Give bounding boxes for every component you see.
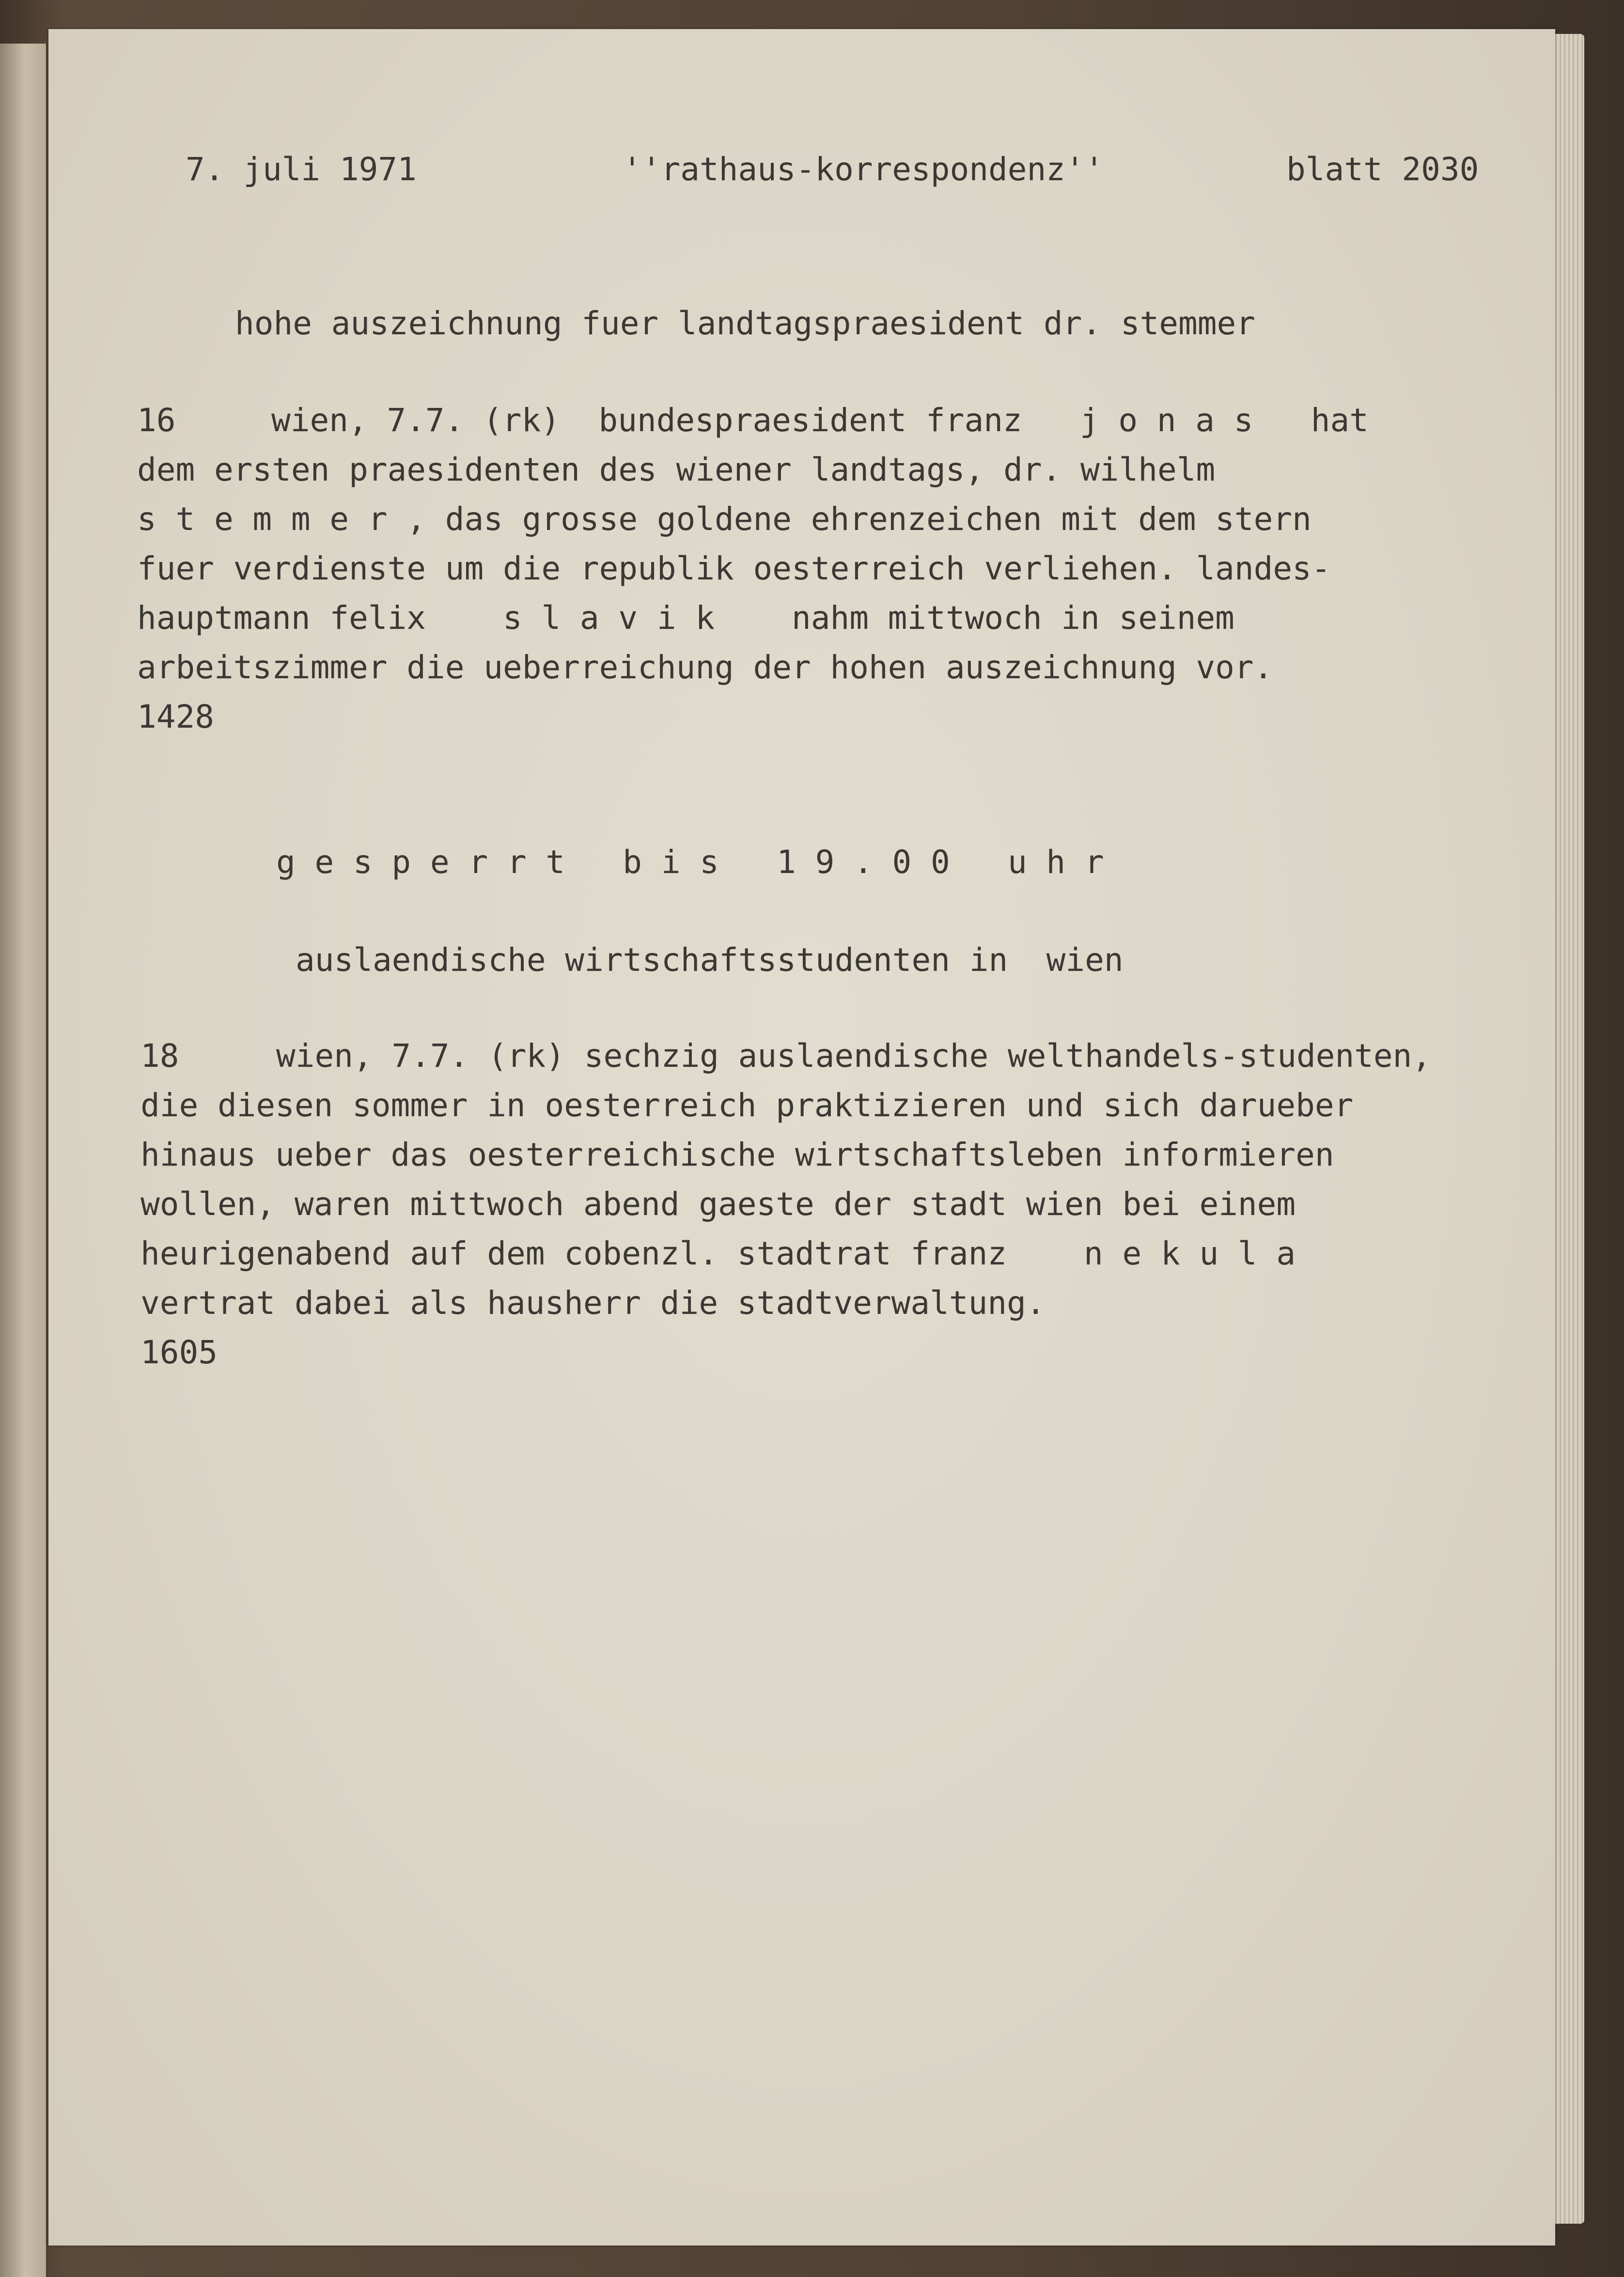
article1-number: 16 [137, 402, 176, 439]
article1-line-3: s t e m m e r , das grosse goldene ehrenzeichen mit dem stern [137, 500, 1312, 538]
embargo-notice: g e s p e r r t b i s 1 9 . 0 0 u h r [276, 843, 1104, 881]
article1-line-6: arbeitszimmer die ueberreichung der hohen auszeichnung vor. [137, 649, 1273, 686]
article1-line-2: dem ersten praesidenten des wiener landtags, dr. wilhelm [137, 451, 1216, 488]
article2-line-3: hinaus ueber das oesterreichische wirtschaftsleben informieren [141, 1136, 1334, 1173]
article2-line-2: die diesen sommer in oesterreich praktizieren und sich darueber [141, 1087, 1354, 1124]
article2-line-4: wollen, waren mittwoch abend gaeste der stadt wien bei einem [141, 1185, 1296, 1223]
article2-line-5: heurigenabend auf dem cobenzl. stadtrat franz n e k u l a [141, 1235, 1296, 1272]
article2-line-1: wien, 7.7. (rk) sechzig auslaendische welthandels-studenten, [276, 1037, 1432, 1075]
header-page-number: blatt 2030 [1286, 151, 1479, 188]
article2-number: 18 [141, 1037, 179, 1075]
article1-headline: hohe auszeichnung fuer landtagspraesident dr. stemmer [235, 305, 1255, 342]
adjacent-page-edge [0, 44, 47, 2277]
article2-headline: auslaendische wirtschaftsstudenten in wien [296, 941, 1124, 979]
article2-code: 1605 [141, 1334, 218, 1371]
document-page [48, 29, 1555, 2246]
article1-line-5: hauptmann felix s l a v i k nahm mittwoch in seinem [137, 599, 1234, 637]
article1-line-1: wien, 7.7. (rk) bundespraesident franz j o n a s hat [271, 402, 1369, 439]
header-publication-title: ''rathaus-korrespondenz'' [623, 151, 1104, 188]
article1-line-4: fuer verdienste um die republik oesterreich verliehen. landes- [137, 550, 1331, 587]
header-date: 7. juli 1971 [186, 151, 417, 188]
article1-code: 1428 [137, 698, 214, 735]
article2-line-6: vertrat dabei als hausherr die stadtverwaltung. [141, 1284, 1046, 1322]
